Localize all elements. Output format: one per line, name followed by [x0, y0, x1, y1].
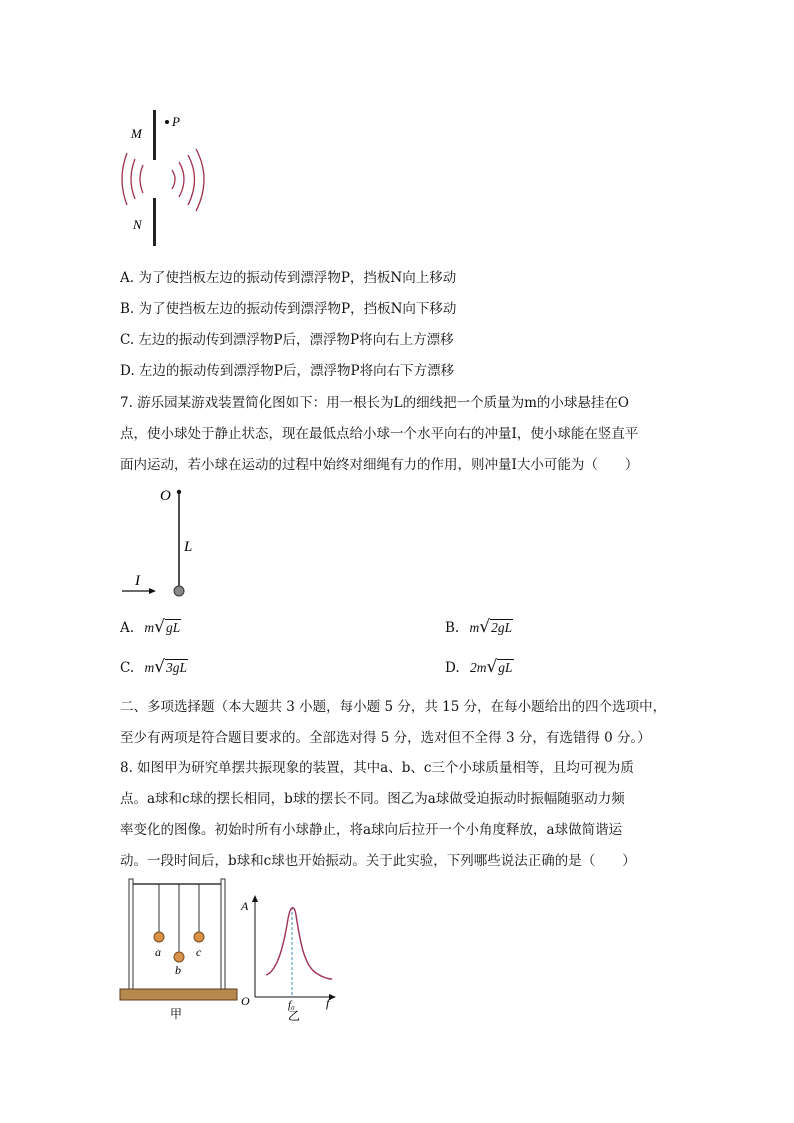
label-l: L [184, 539, 193, 555]
barrier-m [153, 110, 156, 160]
ball-a [154, 932, 164, 942]
label-a: a [155, 945, 161, 959]
q7-option-d: D. 2m√gL [445, 657, 513, 677]
ball-b [174, 952, 184, 962]
q7-stem-line1: 7. 游乐园某游戏装置简化图如下：用一根长为L的细线把一个质量为m的小球悬挂在O [120, 395, 630, 411]
impulse-arrowhead [149, 588, 156, 594]
axis-x-arrow [329, 994, 336, 1000]
q7-option-b: B. m√2gL [445, 617, 513, 637]
label-o: O [160, 488, 171, 504]
label-frequency: f [326, 996, 330, 1010]
resonance-apparatus-figure [118, 876, 243, 1024]
caption-jia: 甲 [170, 1007, 183, 1021]
q7-option-a: A. m√gL [120, 617, 181, 637]
label-n: N [133, 217, 142, 232]
wave-arc-left-3 [140, 165, 143, 193]
label-f0: f₀ [288, 999, 295, 1011]
wave-arc-right-3 [188, 155, 195, 205]
wave-arc-right-2 [179, 162, 184, 197]
caption-yi: 乙 [288, 1009, 301, 1023]
q6-option-c: C. 左边的振动传到漂浮物P后，漂浮物P将向右上方漂移 [120, 332, 454, 348]
q8-stem-line4: 动。一段时间后，b球和c球也开始振动。关于此实验，下列哪些说法正确的是（ ） [120, 853, 636, 869]
post-right [221, 879, 225, 990]
q8-stem-line1: 8. 如图甲为研究单摆共振现象的装置，其中a、b、c三个小球质量相等，且均可视为质 [120, 760, 634, 776]
label-m: M [131, 126, 142, 141]
q8-stem-line2: 点。a球和c球的摆长相同，b球的摆长不同。图乙为a球做受迫振动时振幅随驱动力频 [120, 791, 625, 807]
q7-stem-line3: 面内运动，若小球在运动的过程中始终对细绳有力的作用，则冲量I大小可能为（ ） [120, 457, 639, 473]
resonance-curve-figure [236, 893, 346, 1025]
wave-arc-left-1 [122, 153, 127, 205]
label-b: b [175, 963, 181, 977]
barrier-n [153, 198, 156, 246]
float-p-dot [165, 120, 169, 124]
axis-y-arrow [252, 895, 258, 902]
section2-heading-line2: 至少有两项是符合题目要求的。全部选对得 5 分，选对但不全得 3 分，有选错得 0 分。） [120, 730, 651, 746]
label-origin: O [241, 994, 250, 1008]
q6-option-b: B. 为了使挡板左边的振动传到漂浮物P，挡板N向下移动 [120, 301, 457, 317]
label-amplitude: A [241, 899, 249, 913]
wave-barrier-figure [115, 105, 225, 255]
label-p: P [172, 114, 180, 129]
base-board [120, 989, 237, 1000]
section2-heading-line1: 二、多项选择题（本大题共 3 小题，每小题 5 分，共 15 分，在每小题给出的四个选项中， [120, 699, 667, 715]
label-i: I [135, 573, 140, 589]
ball [174, 586, 184, 596]
q6-option-d: D. 左边的振动传到漂浮物P后，漂浮物P将向右下方漂移 [120, 363, 455, 379]
resonance-curve [266, 908, 332, 979]
wave-arc-right-4 [196, 149, 204, 211]
q6-option-a: A. 为了使挡板左边的振动传到漂浮物P，挡板N向上移动 [120, 270, 457, 286]
q8-stem-line3: 率变化的图像。初始时所有小球静止，将a球向后拉开一个小角度释放，a球做简谐运 [120, 822, 623, 838]
label-c: c [196, 945, 202, 959]
wave-arc-right-1 [172, 170, 175, 189]
wave-arc-left-2 [131, 159, 135, 199]
pendulum-figure [120, 480, 220, 605]
post-left [129, 879, 133, 990]
ball-c [194, 932, 204, 942]
q7-stem-line2: 点，使小球处于静止状态，现在最低点给小球一个水平向右的冲量I，使小球能在竖直平 [120, 426, 639, 442]
q7-option-c: C. m√3gL [120, 657, 188, 677]
